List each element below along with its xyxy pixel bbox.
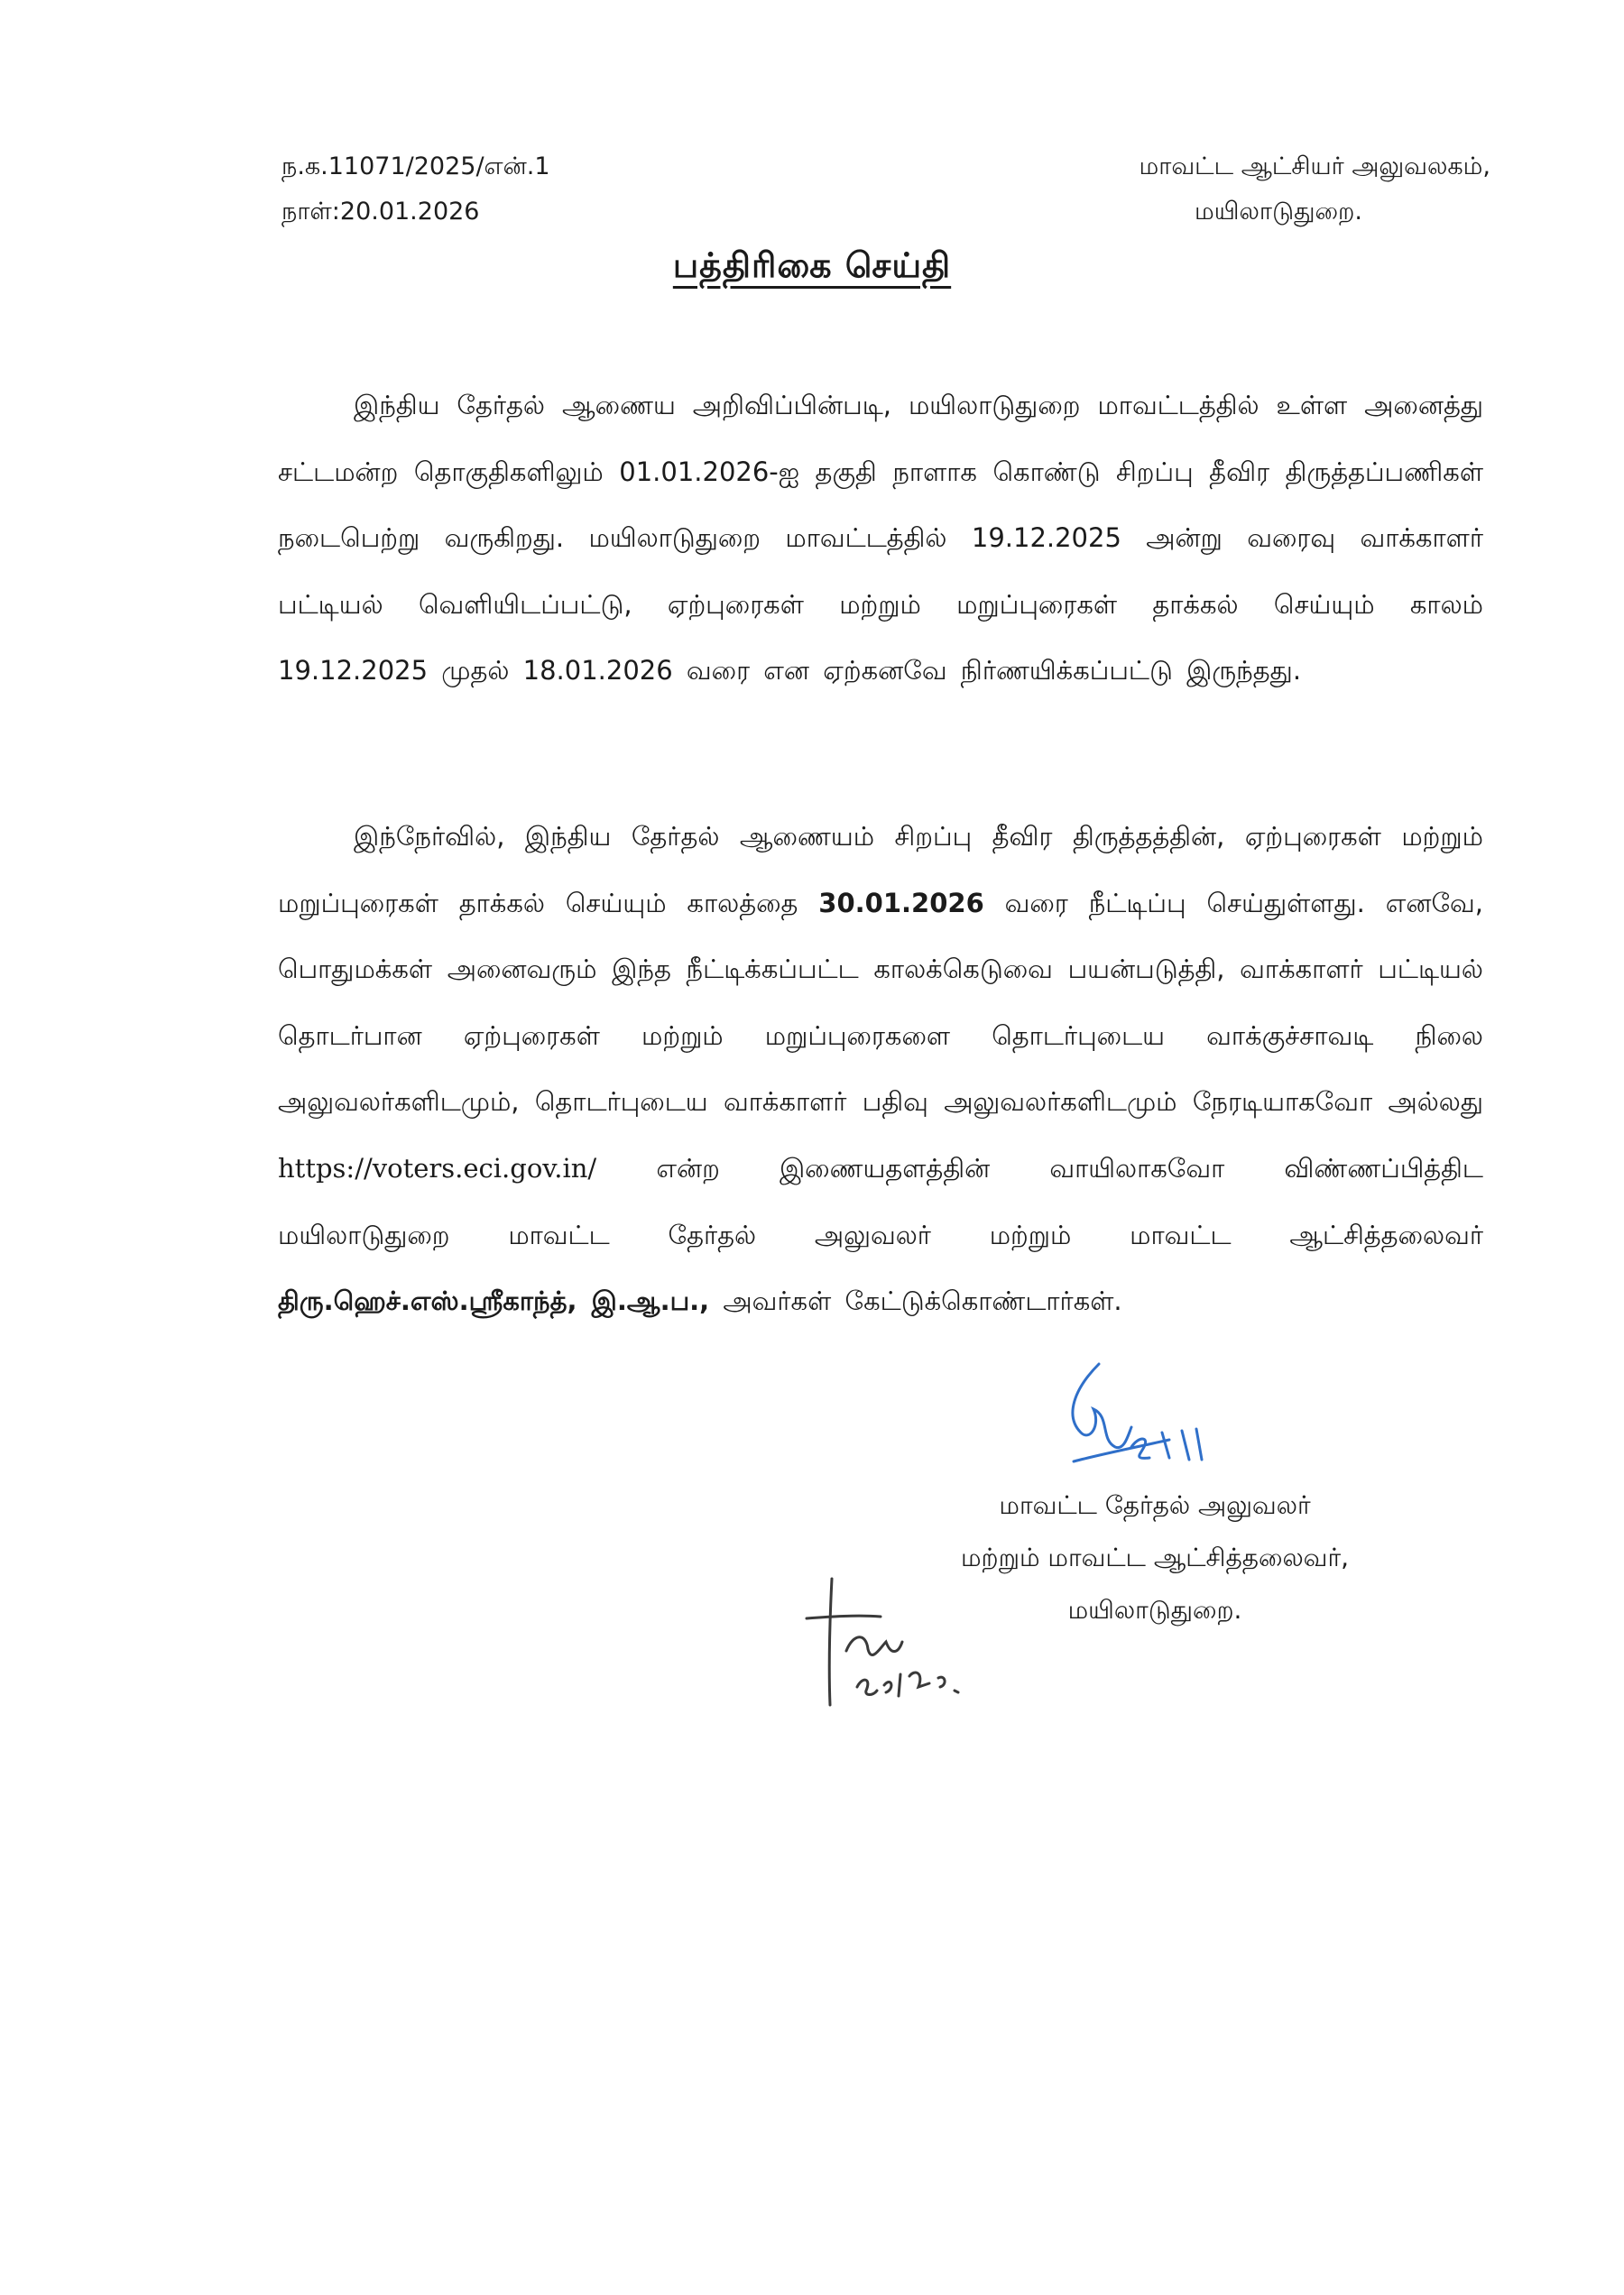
paragraph-2-part-2: வரை நீட்டிப்பு செய்துள்ளது. எனவே, பொதுமக்கள் அனைவரும் இந்த நீட்டிக்கப்பட்ட காலக்கெடுவை பயன்படுத்தி, வாக்காளர் பட்டியல் தொடர்பான ஏற்புரைகள் மற்றும் மறுப்புரைகளை தொடர்புடைய வாக்குச்சாவடி நிலை அலுவலர்களிடமும், தொடர்புடைய வாக்காளர் பதிவு அலுவலர்களிடமும் நேரடியாகவோ அல்லது — [278, 887, 1484, 1118]
office-address-block — [1139, 144, 1490, 235]
paragraph-1: இந்திய தேர்தல் ஆணைய அறிவிப்பின்படி, மயிலாடுதுறை மாவட்டத்தில் உள்ள அனைத்து சட்டமன்ற தொகுதிகளிலும் 01.01.2026-ஐ தகுதி நாளாக கொண்டு சிறப்பு தீவிர திருத்தப்பணிகள் நடைபெற்று வருகிறது. மயிலாடுதுறை மாவட்டத்தில் 19.12.2025 அன்று வரைவு வாக்காளர் பட்டியல் வெளியிடப்பட்டு, ஏற்புரைகள் மற்றும் மறுப்புரைகள் தாக்கல் செய்யும் காலம் 19.12.2025 முதல் 18.01.2026 வரை என ஏற்கனவே நிர்ணயிக்கப்பட்டு இருந்தது. — [278, 390, 1483, 687]
voters-portal-url: https://voters.eci.gov.in/ — [278, 1152, 597, 1184]
officer-name: திரு.ஹெச்.எஸ்.ஸ்ரீகாந்த், இ.ஆ.ப., — [278, 1286, 710, 1317]
signature-block — [902, 1479, 1407, 1636]
paragraph-2-part-3: என்ற இணையதளத்தின் வாயிலாகவோ விண்ணப்பித்திட மயிலாடுதுறை மாவட்ட தேர்தல் அலுவலர் மற்றும் மாவட்ட ஆட்சித்தலைவர் — [278, 1152, 1483, 1250]
office-name: மாவட்ட ஆட்சியர் அலுவலகம், — [1139, 152, 1490, 180]
document-title-text: பத்திரிகை செய்தி — [672, 245, 952, 285]
paragraph-2-part-4: அவர்கள் கேட்டுக்கொண்டார்கள். — [709, 1286, 1122, 1317]
document-date: நாள்:20.01.2026 — [281, 198, 480, 226]
paragraph-2-part-1: இந்நேர்வில், இந்திய தேர்தல் ஆணையம் சிறப்பு தீவிர திருத்தத்தின், ஏற்புரைகள் மற்றும் மறுப்புரைகள் தாக்கல் செய்யும் காலத்தை — [278, 821, 1483, 918]
reference-block — [281, 144, 550, 235]
extended-deadline-date: 30.01.2026 — [818, 887, 984, 918]
officer-signature — [1038, 1353, 1209, 1489]
signatory-location: மயிலாடுதுறை. — [1067, 1595, 1242, 1625]
document-title — [0, 245, 1624, 290]
signatory-title: மாவட்ட தேர்தல் அலுவலர் — [999, 1490, 1311, 1520]
paragraph-2 — [278, 804, 1483, 1335]
office-location: மயிலாடுதுறை. — [1195, 198, 1362, 226]
signatory-designation: மற்றும் மாவட்ட ஆட்சித்தலைவர், — [960, 1543, 1350, 1572]
reference-number: ந.க.11071/2025/என்.1 — [281, 152, 550, 180]
